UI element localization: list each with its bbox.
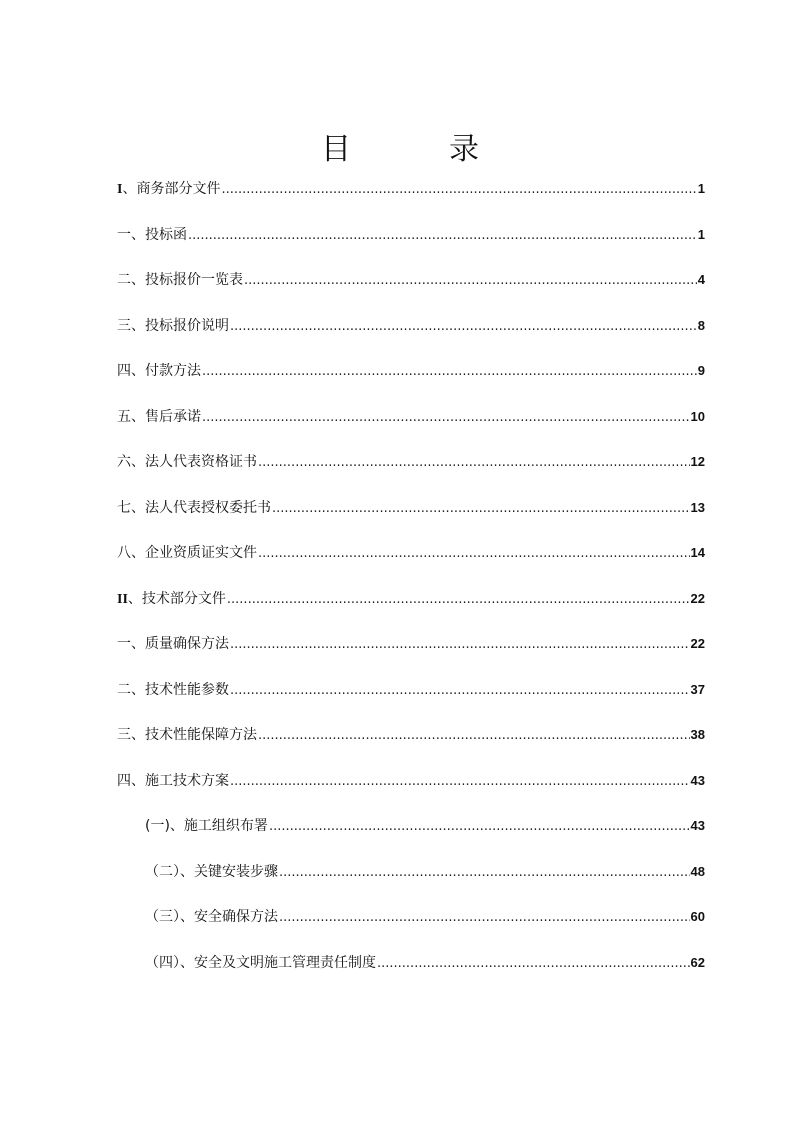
toc-dot-leader xyxy=(188,213,697,259)
toc-dot-leader xyxy=(279,850,690,896)
toc-page-number: 37 xyxy=(690,681,705,697)
toc-page-number: 43 xyxy=(690,818,705,833)
toc-dot-leader xyxy=(258,440,690,486)
toc-dot-leader xyxy=(227,577,690,623)
toc-dot-leader xyxy=(377,941,690,987)
toc-entry-label: (一)、施工组织布署 xyxy=(145,818,268,834)
toc-entry[interactable] xyxy=(117,212,705,258)
toc-entry[interactable] xyxy=(117,712,705,758)
toc-page-number: 22 xyxy=(690,590,705,606)
toc-entry[interactable] xyxy=(117,485,705,531)
toc-entry[interactable] xyxy=(117,439,705,485)
toc-entry-label: 五、售后承诺 xyxy=(117,408,201,425)
toc-entry[interactable] xyxy=(117,166,705,212)
toc-dot-leader xyxy=(244,258,697,304)
toc-entry[interactable] xyxy=(117,667,705,713)
page-title: 目 录 xyxy=(321,132,513,167)
toc-entry-label: 一、投标函 xyxy=(117,226,187,243)
toc-entry-label: 二、投标报价一览表 xyxy=(117,272,243,288)
toc-page-number: 8 xyxy=(697,317,705,333)
toc-dot-leader xyxy=(202,395,690,441)
toc-entry-prefix: I xyxy=(117,182,123,197)
toc-dot-leader xyxy=(230,304,697,350)
toc-dot-leader xyxy=(202,349,697,395)
toc-dot-leader xyxy=(230,668,690,714)
toc-dot-leader xyxy=(258,531,690,577)
toc-page-number: 60 xyxy=(690,909,705,924)
toc-entry-label: 七、法人代表授权委托书 xyxy=(117,499,271,516)
toc-entry-label: （二）、关键安装步骤 xyxy=(145,863,278,880)
table-of-contents xyxy=(117,166,705,985)
toc-page-number: 48 xyxy=(690,863,705,879)
toc-entry-label: 六、法人代表资格证书 xyxy=(117,454,257,470)
toc-dot-leader xyxy=(279,895,690,941)
toc-subentry[interactable] xyxy=(117,849,705,895)
toc-entry[interactable] xyxy=(117,576,705,622)
toc-entry-label: 二、技术性能参数 xyxy=(117,681,229,698)
toc-entry-label: 四、施工技术方案 xyxy=(117,772,229,789)
toc-entry-label: 三、技术性能保障方法 xyxy=(117,727,257,743)
toc-subentry[interactable] xyxy=(117,894,705,940)
toc-page-number: 14 xyxy=(690,545,705,560)
toc-dot-leader xyxy=(221,167,696,213)
toc-entry-label: 四、付款方法 xyxy=(117,363,201,379)
toc-dot-leader xyxy=(258,713,690,759)
toc-entry-label: II、技术部分文件 xyxy=(117,590,226,607)
toc-entry[interactable] xyxy=(117,758,705,804)
toc-dot-leader xyxy=(272,486,690,532)
toc-entry[interactable] xyxy=(117,530,705,576)
toc-entry-label: I、商务部分文件 xyxy=(117,181,221,197)
toc-entry-label: 八、企业资质证实文件 xyxy=(117,545,257,561)
toc-entry-label: （四）、安全及文明施工管理责任制度 xyxy=(145,954,376,971)
toc-page-number: 4 xyxy=(697,272,705,287)
toc-dot-leader xyxy=(230,622,690,668)
toc-entry[interactable] xyxy=(117,394,705,440)
toc-page-number: 1 xyxy=(697,226,705,242)
toc-entry[interactable] xyxy=(117,348,705,394)
toc-page-number: 12 xyxy=(690,454,705,469)
toc-page-number: 43 xyxy=(690,772,705,788)
toc-page-number: 62 xyxy=(690,954,705,970)
toc-entry[interactable] xyxy=(117,621,705,667)
toc-entry-label: 三、投标报价说明 xyxy=(117,317,229,334)
toc-page-number: 1 xyxy=(697,181,705,196)
toc-dot-leader xyxy=(269,804,690,850)
toc-page-number: 9 xyxy=(697,363,705,378)
toc-entry-label: 一、质量确保方法 xyxy=(117,636,229,652)
toc-entry-prefix: II xyxy=(117,591,128,607)
toc-page-number: 13 xyxy=(690,499,705,515)
toc-entry[interactable] xyxy=(117,303,705,349)
toc-page-number: 22 xyxy=(690,636,705,651)
toc-entry-label: （三）、安全确保方法 xyxy=(145,909,278,925)
toc-page-number: 38 xyxy=(690,727,705,742)
toc-entry[interactable] xyxy=(117,257,705,303)
toc-dot-leader xyxy=(230,759,690,805)
toc-subentry[interactable] xyxy=(117,803,705,849)
toc-subentry[interactable] xyxy=(117,940,705,986)
toc-page-number: 10 xyxy=(690,408,705,424)
